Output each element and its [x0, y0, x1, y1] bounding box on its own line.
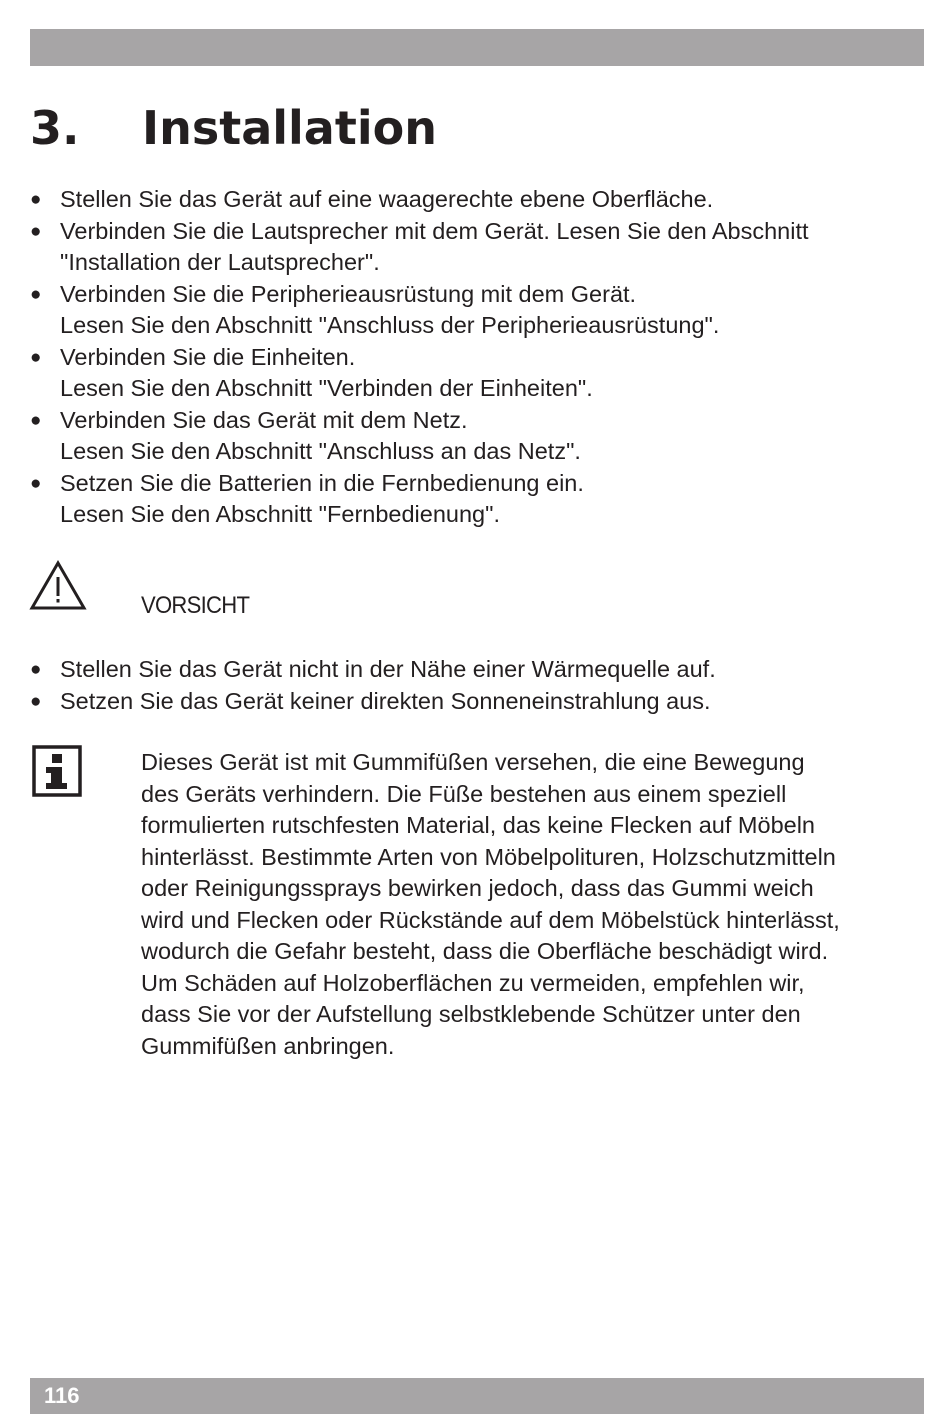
list-item-text: Stellen Sie das Gerät nicht in der Nähe einer Wärmequelle auf.	[60, 656, 716, 682]
info-paragraph	[141, 747, 931, 1062]
list-item-text: Setzen Sie die Batterien in die Fernbedienung ein.	[60, 469, 584, 496]
list-item	[30, 686, 925, 718]
list-item-text: Verbinden Sie die Lautsprecher mit dem Gerät. Lesen Sie den Abschnitt	[60, 217, 809, 244]
bullet-icon: ●	[30, 409, 42, 431]
caution-list	[30, 654, 925, 717]
info-line: Um Schäden auf Holzoberflächen zu vermeiden, empfehlen wir,	[141, 969, 805, 996]
bullet-icon: ●	[30, 283, 42, 305]
info-line: dass Sie vor der Aufstellung selbstklebende Schützer unter den	[141, 1001, 801, 1027]
installation-steps-list	[30, 184, 925, 531]
info-line: hinterlässt. Bestimmte Arten von Möbelpolituren, Holzschutzmitteln	[141, 843, 836, 870]
list-item	[30, 279, 925, 342]
info-line: wird und Flecken oder Rückstände auf dem Möbelstück hinterlässt,	[141, 906, 840, 933]
info-line: formulierten rutschfesten Material, das keine Flecken auf Möbeln	[141, 812, 815, 838]
bullet-icon: ●	[30, 346, 42, 368]
list-item	[30, 405, 925, 468]
section-heading	[30, 98, 437, 158]
list-item-text: Stellen Sie das Gerät auf eine waagerechte ebene Oberfläche.	[60, 186, 714, 212]
list-item	[30, 468, 925, 531]
header-bar	[30, 29, 924, 66]
caution-label: VORSICHT	[141, 592, 250, 619]
list-item-text: Setzen Sie das Gerät keiner direkten Sonneneinstrahlung aus.	[60, 687, 711, 714]
list-item-text: Verbinden Sie das Gerät mit dem Netz.	[60, 406, 468, 433]
bullet-icon: ●	[30, 472, 42, 494]
info-icon	[32, 745, 82, 797]
bullet-icon: ●	[30, 659, 42, 680]
warning-triangle-icon	[29, 560, 87, 612]
list-item-text: Verbinden Sie die Einheiten.	[60, 343, 356, 370]
list-item	[30, 216, 925, 279]
list-item	[30, 184, 925, 216]
list-item-text: Lesen Sie den Abschnitt "Fernbedienung".	[60, 501, 500, 527]
info-line: Gummifüßen anbringen.	[141, 1032, 395, 1059]
info-line: wodurch die Gefahr besteht, dass die Oberfläche beschädigt wird.	[141, 938, 829, 964]
info-line: oder Reinigungssprays bewirken jedoch, dass das Gummi weich	[141, 875, 814, 901]
list-item-text: "Installation der Lautsprecher".	[60, 249, 380, 275]
bullet-icon: ●	[30, 189, 42, 210]
info-line: Dieses Gerät ist mit Gummifüßen versehen, die eine Bewegung	[141, 749, 805, 775]
page-number: 116	[44, 1383, 80, 1408]
list-item-text: Lesen Sie den Abschnitt "Anschluss an das Netz".	[60, 438, 581, 464]
footer-bar	[30, 1378, 924, 1414]
list-item-text: Lesen Sie den Abschnitt "Verbinden der Einheiten".	[60, 375, 593, 401]
list-item	[30, 654, 925, 686]
info-line: des Geräts verhindern. Die Füße bestehen aus einem speziell	[141, 780, 787, 807]
list-item-text: Lesen Sie den Abschnitt "Anschluss der Peripherieausrüstung".	[60, 312, 720, 338]
section-number: 3.	[30, 101, 80, 155]
section-title: Installation	[142, 101, 437, 155]
bullet-icon: ●	[30, 690, 42, 712]
list-item	[30, 342, 925, 405]
list-item-text: Verbinden Sie die Peripherieausrüstung mit dem Gerät.	[60, 280, 637, 307]
bullet-icon: ●	[30, 220, 42, 242]
